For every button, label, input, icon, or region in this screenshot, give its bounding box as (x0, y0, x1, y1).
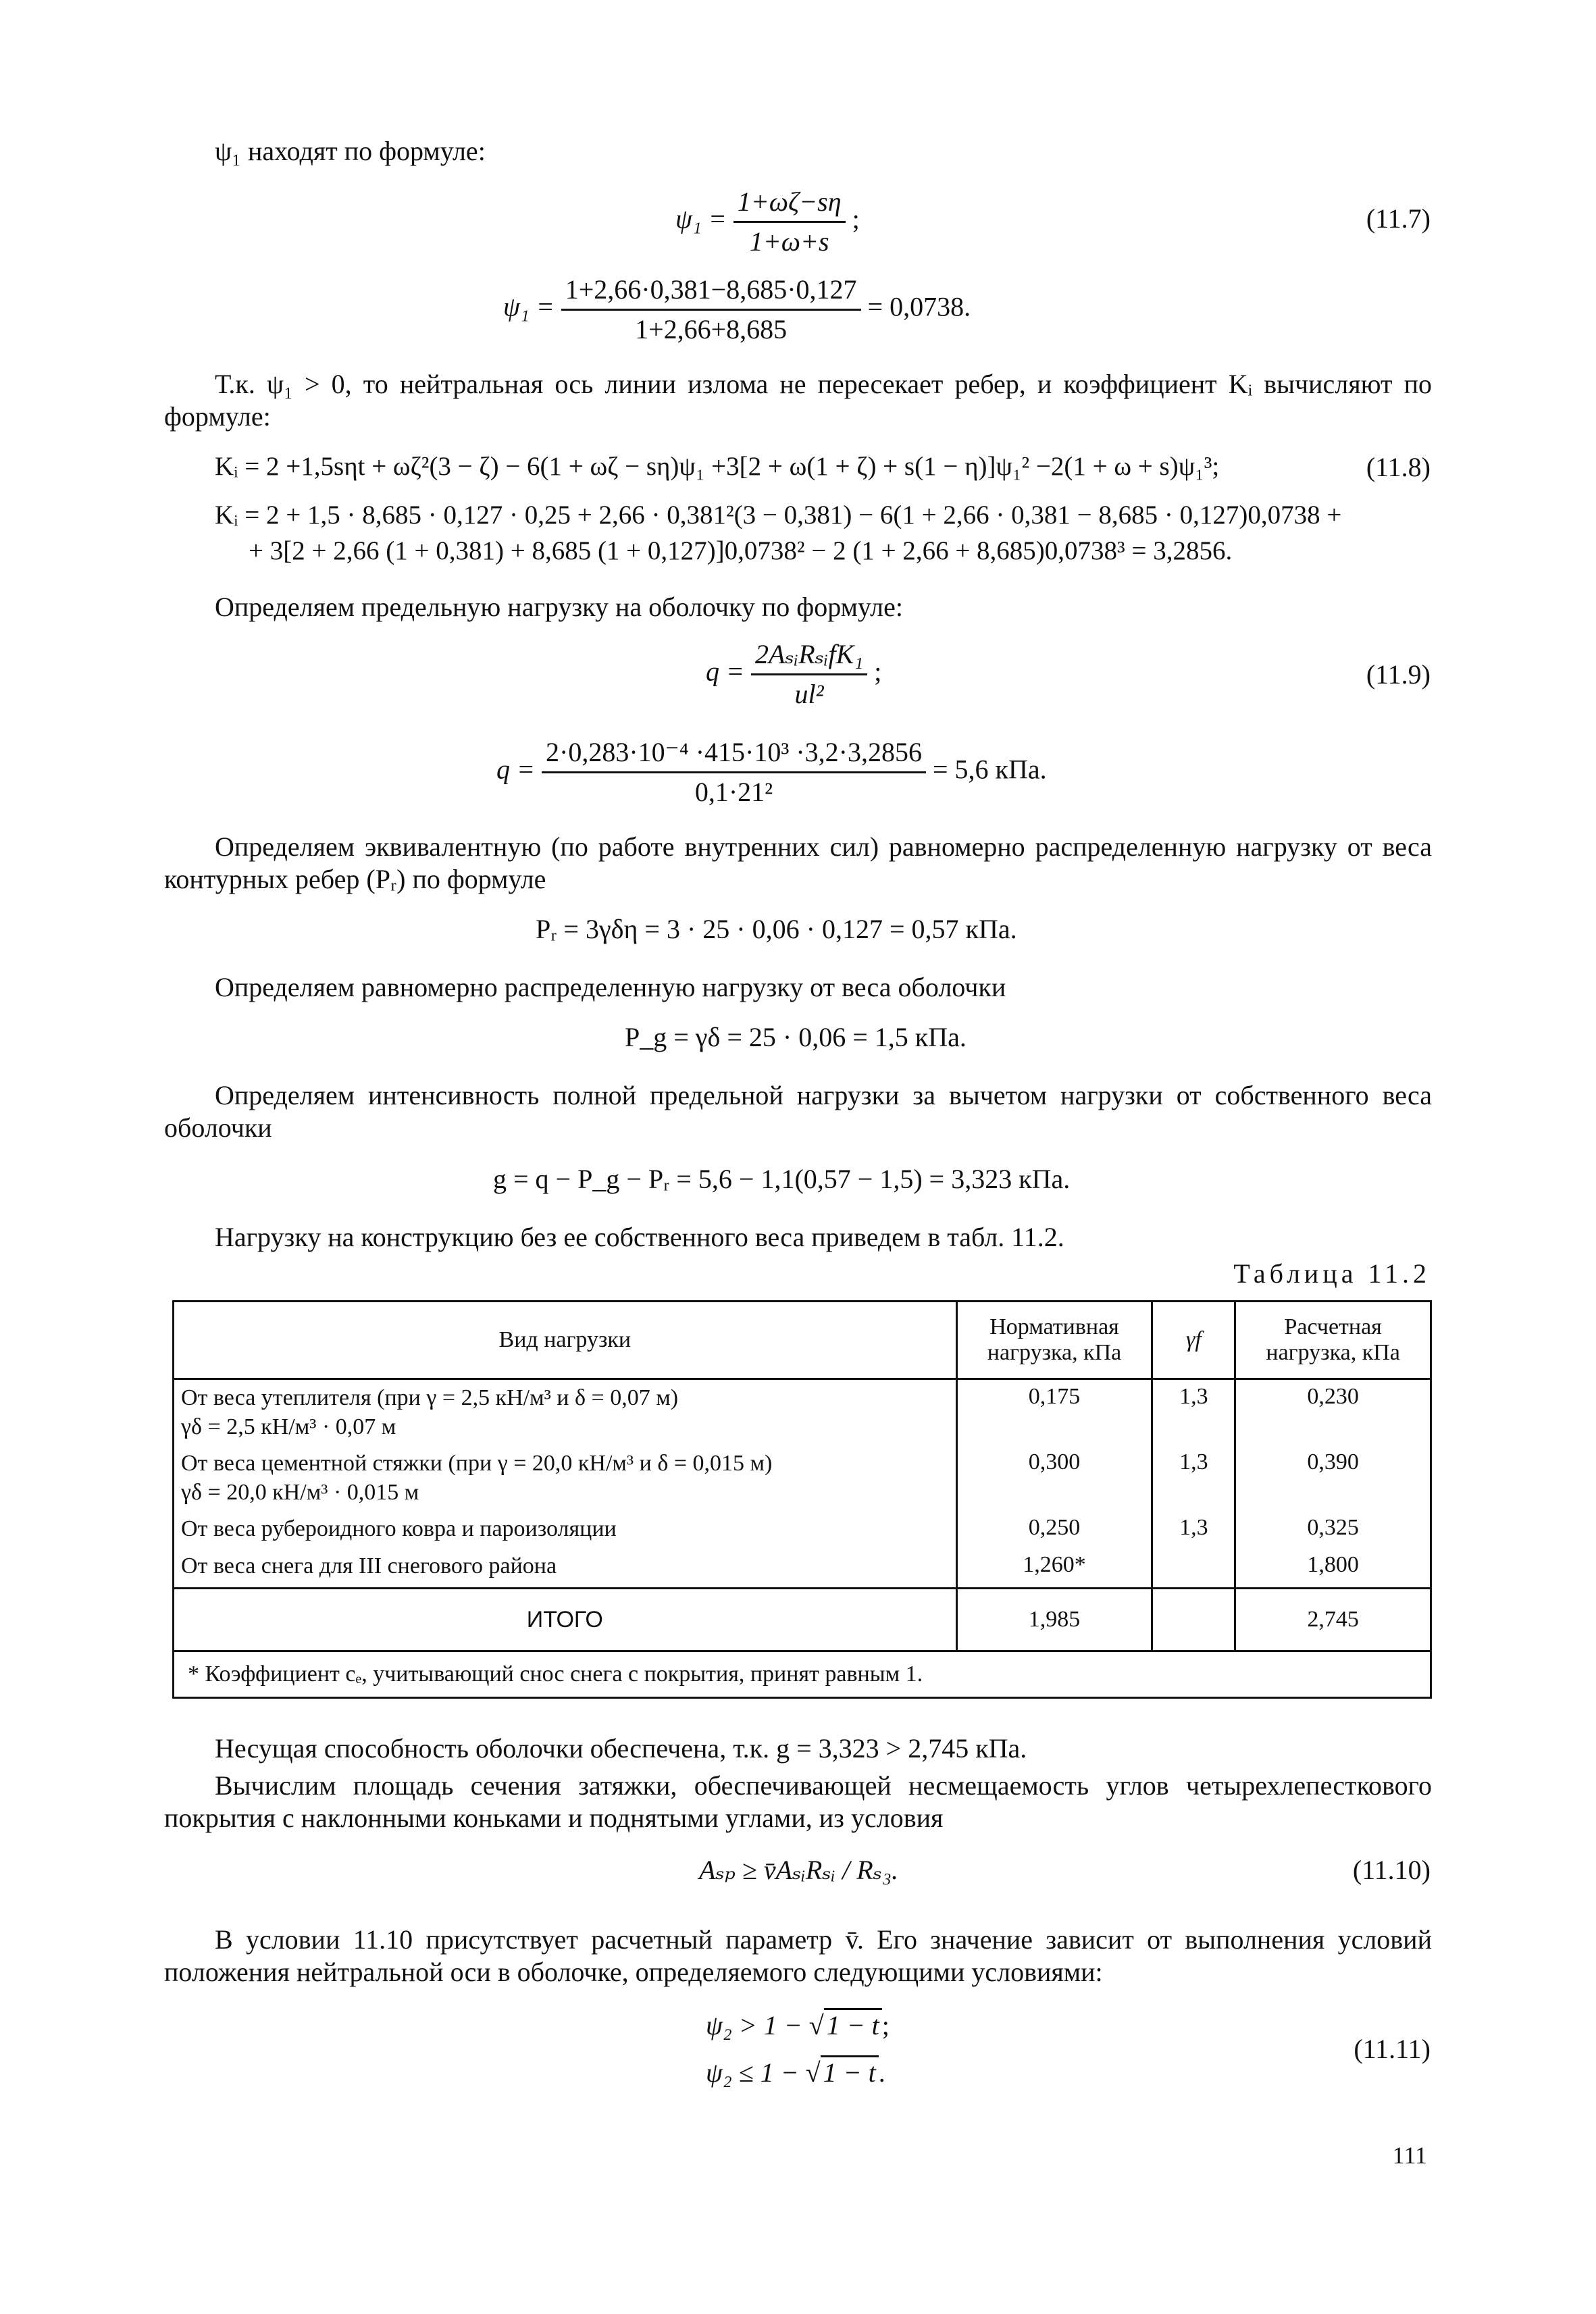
table-caption: Таблица 11.2 (1233, 1258, 1431, 1289)
sqrt-sign: √ (808, 2010, 824, 2040)
row-gamma-f: 1,3 (1152, 1445, 1235, 1511)
row-description (174, 1379, 957, 1446)
formula-lhs: ψ₂ > 1 − (706, 2010, 809, 2040)
equation-number-11-9: (11.9) (1366, 659, 1431, 690)
formula-numerator: 2·0,283·10⁻⁴ ·415·10³ ·3,2·3,2856 (542, 736, 926, 773)
k-calculation-line-2: + 3[2 + 2,66 (1 + 0,381) + 8,685 (1 + 0,127)]0,0738² − 2 (1 + 2,66 + 8,685)0,0738³ = 3,2856. (249, 536, 1233, 565)
row-gamma-f: 1,3 (1152, 1511, 1235, 1548)
table-row (174, 1445, 1431, 1511)
formula-suffix: ; (874, 656, 882, 687)
table-row (174, 1511, 1431, 1548)
formula-result: = 0,0738. (867, 291, 971, 322)
row-description (174, 1445, 957, 1511)
load-table-grid (172, 1300, 1432, 1699)
formula-numerator: 1+ωζ−sη (733, 186, 846, 223)
paragraph-capacity: Несущая способность оболочки обеспечена, т.к. g = 3,323 > 2,745 кПа. (215, 1733, 1027, 1764)
equation-number-11-8: (11.8) (1366, 452, 1431, 482)
paragraph-limit-load: Определяем предельную нагрузку на оболочку по формуле: (215, 592, 903, 622)
equation-number-11-10: (11.10) (1352, 1855, 1431, 1885)
k-calculation-line-1: Kᵢ = 2 + 1,5 · 8,685 · 0,127 · 0,25 + 2,66 · 0,381²(3 − 0,381) − 6(1 + 2,66 · 0,381 − 8,685 · 0,127)0,0738 + (215, 500, 1342, 530)
formula-denominator: 1+2,66+8,685 (635, 314, 788, 344)
formula-fraction (733, 186, 846, 258)
header-gamma-f: γf (1152, 1302, 1235, 1379)
row-design: 0,230 (1235, 1379, 1431, 1446)
formula-denominator: ul² (794, 679, 824, 709)
row-gamma-f (1152, 1548, 1235, 1589)
header-normative-load: Нормативная нагрузка, кПа (956, 1302, 1152, 1379)
row-description (174, 1548, 957, 1589)
header-design-load: Расчетная нагрузка, кПа (1235, 1302, 1431, 1379)
formula-pr: Pᵣ = 3γδη = 3 · 25 · 0,06 · 0,127 = 0,57 кПа. (536, 914, 1017, 944)
formula-lhs: q = (706, 656, 744, 687)
equation-number-11-7: (11.7) (1366, 203, 1431, 234)
table-row (174, 1548, 1431, 1589)
formula-lhs: ψ₁ = (503, 291, 555, 322)
formula-11-11-line-1 (706, 2009, 890, 2042)
formula-11-8: Kᵢ = 2 +1,5sηt + ωζ²(3 − ζ) − 6(1 + ωζ − sη)ψ₁ +3[2 + ω(1 + ζ) + s(1 − η)]ψ₁² −2(1 + ω + s)ψ₁³; (215, 452, 1220, 481)
formula-suffix: ; (881, 2010, 890, 2040)
formula-11-7 (675, 186, 860, 258)
total-gamma-f (1152, 1589, 1235, 1651)
table-header-row (174, 1302, 1431, 1379)
paragraph-area: Вычислим площадь сечения затяжки, обеспечивающей несмещаемость углов четырехлепесткового покрытия с наклонными коньками и поднятыми углами, из условия (164, 1770, 1432, 1833)
formula-lhs: ψ₁ = (675, 203, 727, 234)
paragraph-condition: В условии 11.10 присутствует расчетный параметр v̄. Его значение зависит от выполнения условий положения нейтральной оси в оболочке, определяемого следующими условиями: (164, 1924, 1432, 1987)
row-description-line-2: γδ = 2,5 кН/м³ · 0,07 м (181, 1414, 396, 1439)
formula-g: g = q − P_g − Pᵣ = 5,6 − 1,1(0,57 − 1,5) = 3,323 кПа. (493, 1164, 1071, 1194)
paragraph-equivalent-load: Определяем эквивалентную (по работе внутренних сил) равномерно распределенную нагрузку от веса контурных ребер (Pᵣ) по формуле (164, 831, 1432, 894)
formula-11-11-line-2 (706, 2057, 885, 2089)
formula-lhs: q = (496, 754, 535, 785)
paragraph-tk: Т.к. ψ₁ > 0, то нейтральная ось линии излома не пересекает ребер, и коэффициент Kᵢ вычисляют по формуле: (164, 369, 1432, 432)
formula-fraction (751, 638, 867, 711)
intro-line: ψ₁ находят по формуле: (215, 136, 486, 166)
formula-fraction (542, 736, 926, 808)
row-description-line-2: γδ = 20,0 кН/м³ · 0,015 м (181, 1479, 419, 1505)
total-design: 2,745 (1235, 1589, 1431, 1651)
formula-denominator: 1+ω+s (749, 226, 829, 257)
formula-11-10: Aₛₚ ≥ v̄AₛᵢRₛᵢ / Rₛ₃. (699, 1855, 899, 1885)
sqrt-radicand: 1 − t (824, 2008, 882, 2040)
header-load-type: Вид нагрузки (174, 1302, 957, 1379)
row-normative: 0,250 (956, 1511, 1152, 1548)
row-design: 0,325 (1235, 1511, 1431, 1548)
formula-denominator: 0,1·21² (694, 777, 773, 807)
psi-calculation (503, 274, 971, 346)
row-design: 0,390 (1235, 1445, 1431, 1511)
table-footnote-row (174, 1651, 1431, 1698)
formula-pg: P_g = γδ = 25 · 0,06 = 1,5 кПа. (625, 1022, 967, 1052)
row-description-line-1: От веса цементной стяжки (при γ = 20,0 кН/м³ и δ = 0,015 м) (181, 1451, 773, 1476)
formula-numerator: 2AₛᵢRₛᵢfK₁ (751, 638, 867, 675)
total-normative: 1,985 (956, 1589, 1152, 1651)
sqrt-radicand: 1 − t (821, 2055, 879, 2088)
sqrt-sign: √ (805, 2057, 821, 2088)
table-total-row (174, 1589, 1431, 1651)
equation-number-11-11: (11.11) (1354, 2034, 1431, 2064)
table-row (174, 1379, 1431, 1446)
total-label: ИТОГО (174, 1589, 957, 1651)
row-design: 1,800 (1235, 1548, 1431, 1589)
table-footnote: * Коэффициент cₑ, учитывающий снос снега с покрытия, принят равным 1. (174, 1651, 1431, 1698)
row-normative: 1,260* (956, 1548, 1152, 1589)
q-calculation (496, 736, 1047, 808)
paragraph-table-reference: Нагрузку на конструкцию без ее собственного веса приведем в табл. 11.2. (215, 1222, 1064, 1252)
row-description-line-1: От веса утеплителя (при γ = 2,5 кН/м³ и δ = 0,07 м) (181, 1385, 679, 1410)
formula-suffix: ; (852, 203, 860, 234)
page-number: 111 (1392, 2142, 1427, 2169)
row-gamma-f: 1,3 (1152, 1379, 1235, 1446)
formula-fraction (561, 274, 861, 346)
formula-lhs: ψ₂ ≤ 1 − (706, 2057, 806, 2088)
row-description-line-1: От веса рубероидного ковра и пароизоляции (181, 1516, 617, 1541)
row-normative: 0,175 (956, 1379, 1152, 1446)
row-description-line-1: От веса снега для III снегового района (181, 1553, 557, 1578)
formula-suffix: . (878, 2057, 885, 2088)
paragraph-shell-weight: Определяем равномерно распределенную нагрузку от веса оболочки (215, 972, 1006, 1002)
formula-result: = 5,6 кПа. (932, 754, 1047, 785)
row-normative: 0,300 (956, 1445, 1152, 1511)
row-description (174, 1511, 957, 1548)
formula-11-9 (706, 638, 881, 711)
paragraph-intensity: Определяем интенсивность полной предельной нагрузки за вычетом нагрузки от собственного веса оболочки (164, 1080, 1432, 1143)
formula-numerator: 1+2,66·0,381−8,685·0,127 (561, 274, 861, 311)
